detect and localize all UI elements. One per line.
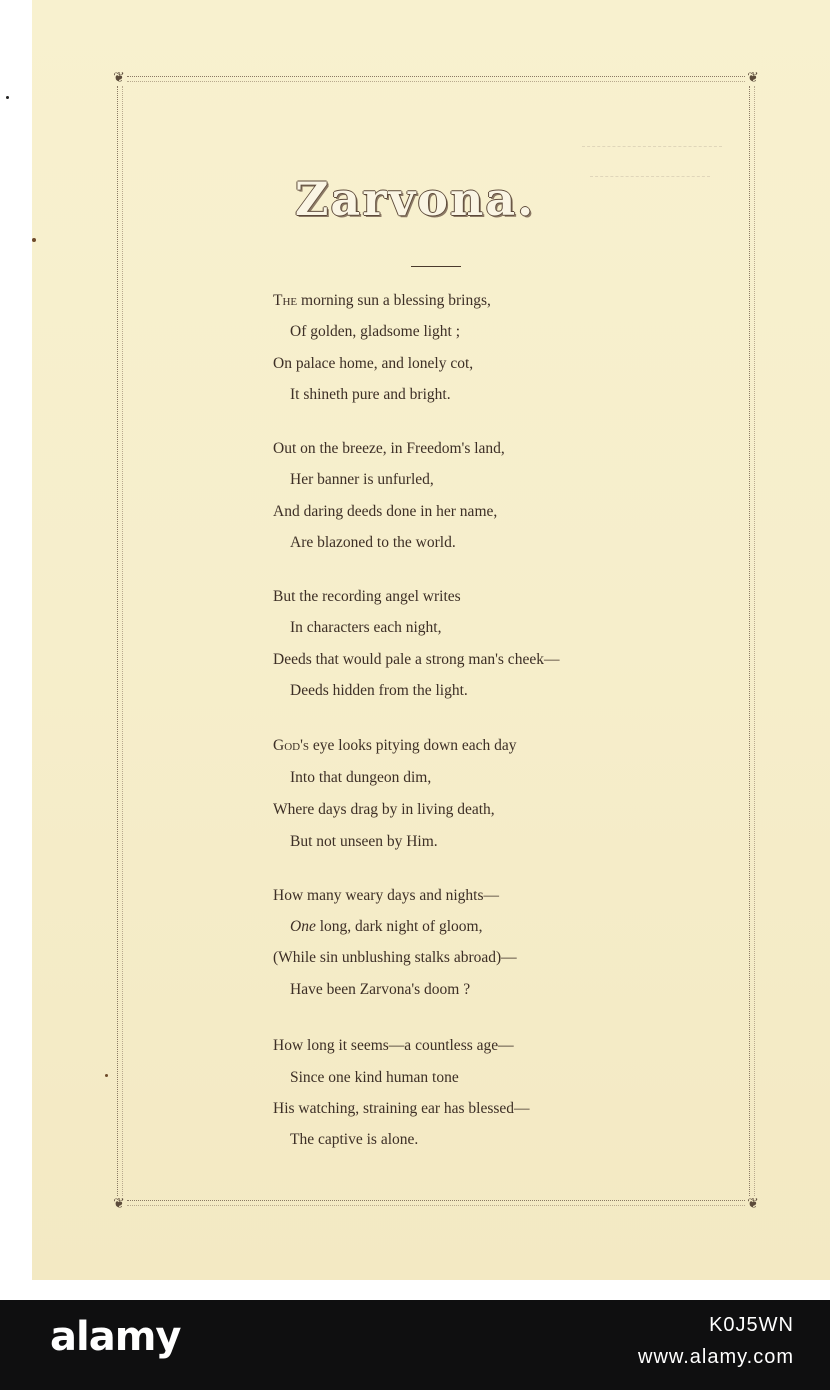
site-url: www.alamy.com [638, 1346, 794, 1368]
poem-line: How long it seems—a countless age— [273, 1037, 514, 1054]
poem-line: Out on the breeze, in Freedom's land, [273, 440, 505, 457]
italic-word: One [290, 918, 316, 935]
line-text: morning sun a blessing brings, [297, 292, 491, 309]
poem-line [290, 917, 482, 937]
show-through-mark [590, 160, 710, 177]
title-rule [411, 266, 461, 267]
poem-line: How many weary days and nights— [273, 887, 499, 904]
paper-speck [105, 1074, 108, 1077]
poem-line: Deeds that would pale a strong man's cheek— [273, 651, 560, 668]
poem-line [273, 736, 516, 756]
line-text: eye looks pitying down each day [309, 737, 517, 754]
paper-speck [32, 238, 36, 242]
paper-speck [6, 96, 9, 99]
poem-line: (While sin unblushing stalks abroad)— [273, 949, 517, 966]
alamy-logo: alamy [50, 1314, 181, 1360]
poem-line [273, 291, 491, 311]
poem-line: And daring deeds done in her name, [273, 503, 498, 520]
corner-flourish-icon: ❦ [747, 1196, 759, 1212]
poem-line: Since one kind human tone [290, 1069, 459, 1086]
corner-flourish-icon: ❦ [113, 70, 125, 86]
border-bottom [127, 1200, 745, 1206]
poem-line: Of golden, gladsome light ; [290, 323, 461, 340]
show-through-mark [582, 130, 722, 147]
corner-flourish-icon: ❦ [113, 1196, 125, 1212]
poem-line: But not unseen by Him. [290, 833, 438, 850]
poem-line: It shineth pure and bright. [290, 386, 451, 403]
watermark-bar [0, 1300, 830, 1390]
border-left [117, 86, 123, 1196]
poem-line: Are blazoned to the world. [290, 534, 456, 551]
small-caps-initial: The [273, 292, 298, 309]
border-top [127, 76, 745, 82]
poem-line: Have been Zarvona's doom ? [290, 981, 471, 998]
poem-line: Into that dungeon dim, [290, 769, 432, 786]
poem-line: Where days drag by in living death, [273, 801, 495, 818]
poem-line: But the recording angel writes [273, 588, 461, 605]
line-text: long, dark night of gloom, [315, 918, 483, 935]
poem-title: Zarvona. [294, 172, 536, 226]
image-id: K0J5WN [709, 1314, 794, 1336]
poem-line: The captive is alone. [290, 1131, 419, 1148]
border-right [749, 86, 755, 1196]
poem-line: Deeds hidden from the light. [290, 682, 468, 699]
poem-line: Her banner is unfurled, [290, 471, 434, 488]
poem-line: On palace home, and lonely cot, [273, 355, 474, 372]
small-caps-initial: God's [273, 737, 309, 754]
poem-line: In characters each night, [290, 619, 442, 636]
poem-line: His watching, straining ear has blessed— [273, 1100, 530, 1117]
corner-flourish-icon: ❦ [747, 70, 759, 86]
